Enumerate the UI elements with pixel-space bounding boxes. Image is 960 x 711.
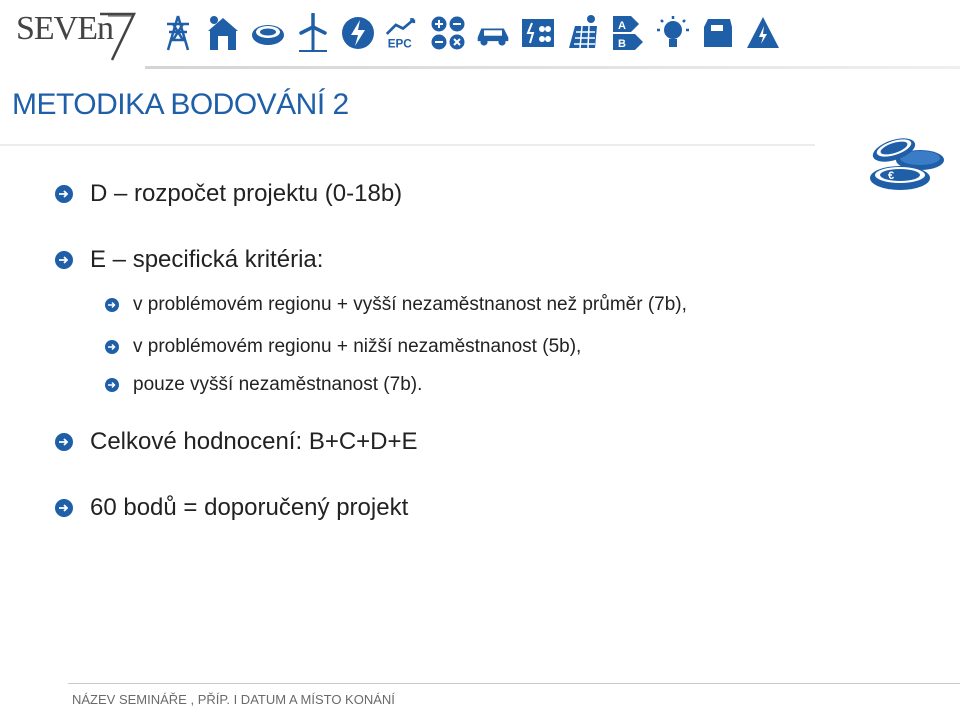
energy-panel-icon bbox=[520, 13, 556, 53]
footer-text: NÁZEV SEMINÁŘE , PŘÍP. I DATUM A MÍSTO KONÁNÍ bbox=[72, 692, 395, 707]
lightning-icon bbox=[340, 13, 376, 53]
solar-roof-icon bbox=[565, 13, 601, 53]
bullet-budget bbox=[55, 180, 402, 208]
light-bulb-icon bbox=[655, 13, 691, 53]
bullet-text: Celkové hodnocení: B+C+D+E bbox=[90, 428, 418, 455]
sub-bullet-region-lower bbox=[105, 336, 581, 358]
smart-meter-icon bbox=[700, 13, 736, 53]
sub-bullet-region-higher bbox=[105, 294, 687, 316]
sub-bullet-text: pouze vyšší nezaměstnanost (7b). bbox=[133, 374, 423, 395]
building-insulation-icon bbox=[250, 13, 286, 53]
wind-turbine-icon bbox=[295, 13, 331, 53]
arrow-bullet-icon bbox=[105, 298, 119, 312]
header-divider bbox=[145, 66, 960, 69]
electric-car-icon bbox=[475, 13, 511, 53]
energy-label-icon bbox=[610, 13, 646, 53]
svg-text:€: € bbox=[888, 170, 895, 182]
sub-bullet-text: v problémovém regionu + nižší nezaměstnanost (5b), bbox=[133, 336, 582, 357]
epc-label: EPC bbox=[387, 37, 412, 51]
coins-icon bbox=[862, 132, 952, 196]
bullet-text: D – rozpočet projektu (0-18b) bbox=[90, 180, 403, 207]
calculator-icon bbox=[430, 13, 466, 53]
arrow-bullet-icon bbox=[55, 433, 73, 451]
page-title: METODIKA BODOVÁNÍ 2 bbox=[12, 88, 349, 121]
arrow-bullet-icon bbox=[55, 499, 73, 517]
arrow-bullet-icon bbox=[105, 378, 119, 392]
footer-divider bbox=[68, 683, 960, 684]
logo-seven-mark bbox=[98, 10, 138, 62]
bullet-text: E – specifická kritéria: bbox=[90, 246, 324, 273]
svg-text:A: A bbox=[618, 20, 626, 32]
power-pylon-icon bbox=[160, 13, 196, 53]
logo-text: SEVEn bbox=[16, 10, 113, 47]
svg-text:B: B bbox=[618, 38, 626, 50]
seven-logo bbox=[10, 6, 135, 62]
bullet-total-evaluation bbox=[55, 428, 418, 456]
warning-house-icon bbox=[745, 13, 781, 53]
arrow-bullet-icon bbox=[55, 251, 73, 269]
arrow-bullet-icon bbox=[105, 340, 119, 354]
header-icon-strip bbox=[160, 8, 781, 58]
solar-house-icon bbox=[205, 13, 241, 53]
arrow-bullet-icon bbox=[55, 185, 73, 203]
title-divider bbox=[0, 144, 815, 146]
bullet-text: 60 bodů = doporučený projekt bbox=[90, 494, 409, 521]
sub-bullet-text: v problémovém regionu + vyšší nezaměstnanost než průměr (7b), bbox=[133, 294, 687, 315]
bullet-specific-criteria bbox=[55, 246, 323, 274]
sub-bullet-unemployment-only bbox=[105, 374, 422, 396]
bullet-recommended-project bbox=[55, 494, 408, 522]
epc-icon bbox=[385, 13, 421, 53]
